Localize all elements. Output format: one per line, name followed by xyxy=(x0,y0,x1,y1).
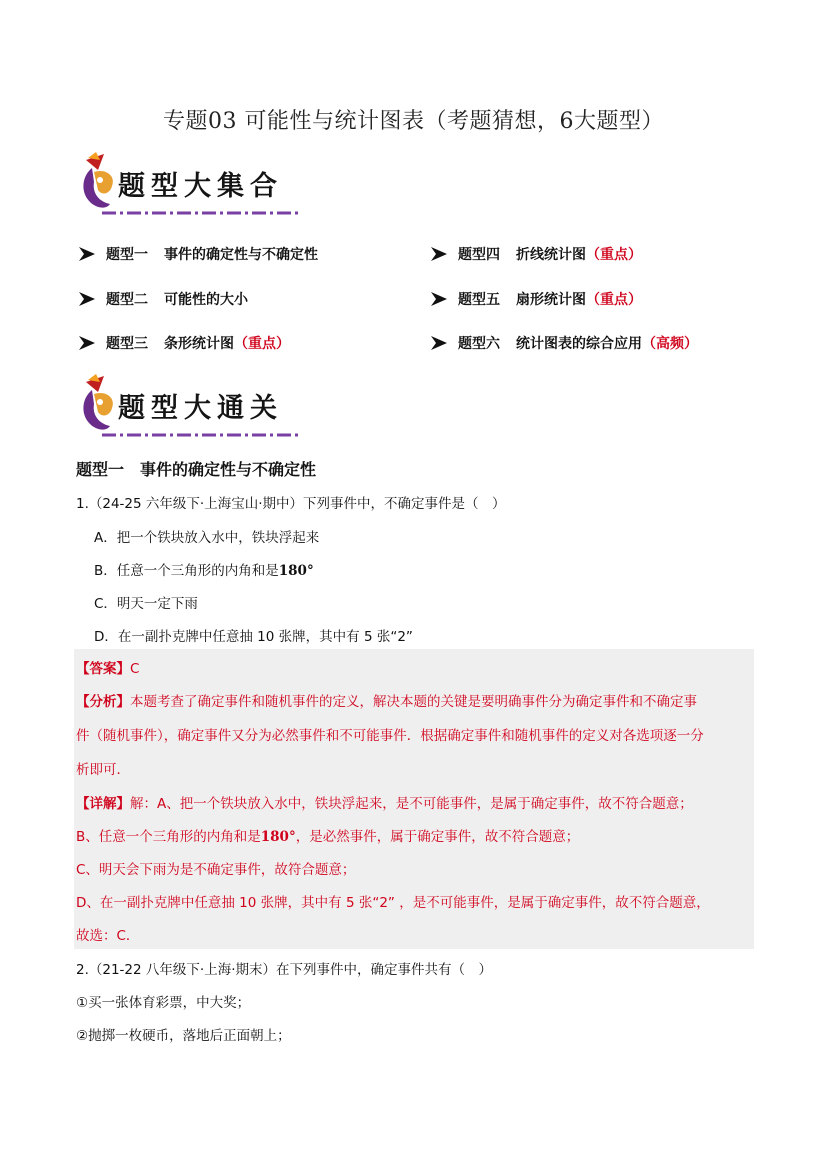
option-d: D．在一副扑克牌中任意抽 10 张牌，其中有 5 张“2” xyxy=(94,629,413,645)
toc-tag: （重点） xyxy=(234,336,290,352)
detail-line-5: 故选：C． xyxy=(76,928,140,944)
toc-type: 题型二 xyxy=(106,292,148,308)
section-banner-practice xyxy=(76,372,304,442)
detail-text: 解：A、把一个铁块放入水中，铁块浮起来，是不可能事件，是属于确定事件，故不符合题意； xyxy=(130,796,693,812)
analysis-label: 【分析】 xyxy=(76,694,130,710)
analysis-line-2: 件（随机事件），确定事件又分为必然事件和不可能事件．根据确定事件和随机事件的定义对各选项逐一分 xyxy=(76,728,704,744)
section-heading: 题型一 事件的确定性与不确定性 xyxy=(76,460,317,479)
toc-item-6 xyxy=(430,333,698,353)
analysis-line-1 xyxy=(76,690,697,710)
option-a: A．把一个铁块放入水中，铁块浮起来 xyxy=(94,530,320,546)
arrow-bullet-icon xyxy=(78,335,96,351)
question-2-item-1: ①买一张体育彩票，中大奖； xyxy=(76,995,251,1011)
toc-tag: （重点） xyxy=(586,247,642,263)
toc-type: 题型一 xyxy=(106,247,148,263)
answer-label: 【答案】 xyxy=(76,661,130,677)
option-b xyxy=(94,559,314,579)
detail-text: ，是必然事件，属于确定事件，故不符合题意； xyxy=(295,829,580,845)
toc-name: 折线统计图 xyxy=(516,247,586,263)
detail-line-4: D、在一副扑克牌中任意抽 10 张牌，其中有 5 张“2” ，是不可能事件，是属于确定事件，故不符合题意， xyxy=(76,895,710,911)
toc-type: 题型三 xyxy=(106,336,148,352)
detail-line-1 xyxy=(76,792,693,812)
toc-type: 题型四 xyxy=(458,247,500,263)
toc-item-5 xyxy=(430,289,642,309)
toc-name: 条形统计图 xyxy=(164,336,234,352)
toc-item-2 xyxy=(78,289,248,309)
detail-line-3: C、明天会下雨为是不确定事件，故符合题意； xyxy=(76,862,356,878)
toc-type: 题型六 xyxy=(458,336,500,352)
answer-panel xyxy=(74,649,754,949)
analysis-text: 本题考查了确定事件和随机事件的定义，解决本题的关键是要明确事件分为确定事件和不确定事 xyxy=(130,694,697,710)
question-2-item-2: ②抛掷一枚硬币，落地后正面朝上； xyxy=(76,1028,291,1044)
question-1-stem: 1.（24-25 六年级下·上海宝山·期中）下列事件中，不确定事件是（ ） xyxy=(76,496,506,512)
degree-value: 180° xyxy=(278,563,314,579)
degree-value: 180° xyxy=(260,829,296,845)
section-banner-collection xyxy=(76,150,304,220)
analysis-line-3: 析即可． xyxy=(76,762,130,778)
arrow-bullet-icon xyxy=(430,246,448,262)
arrow-bullet-icon xyxy=(78,291,96,307)
detail-text: B、任意一个三角形的内角和是 xyxy=(76,829,261,845)
toc-name: 事件的确定性与不确定性 xyxy=(164,247,318,263)
toc-item-1 xyxy=(78,244,318,264)
toc-name: 扇形统计图 xyxy=(516,292,586,308)
page-title: 专题03 可能性与统计图表（考题猜想，6大题型） xyxy=(163,109,664,134)
toc-tag: （重点） xyxy=(586,292,642,308)
toc-item-3 xyxy=(78,333,290,353)
detail-label: 【详解】 xyxy=(76,796,130,812)
banner-label: 题型大通关 xyxy=(118,393,283,424)
detail-line-2 xyxy=(76,825,579,845)
answer-value: C xyxy=(130,661,140,677)
banner-label: 题型大集合 xyxy=(118,171,283,202)
question-2-stem: 2.（21-22 八年级下·上海·期末）在下列事件中，确定事件共有（ ） xyxy=(76,962,492,978)
answer-line xyxy=(76,657,139,677)
toc-tag: （高频） xyxy=(642,336,698,352)
option-b-text: B．任意一个三角形的内角和是 xyxy=(94,563,279,579)
arrow-bullet-icon xyxy=(430,291,448,307)
arrow-bullet-icon xyxy=(430,335,448,351)
option-c: C．明天一定下雨 xyxy=(94,596,198,612)
toc-name: 统计图表的综合应用 xyxy=(516,336,642,352)
arrow-bullet-icon xyxy=(78,246,96,262)
toc-name: 可能性的大小 xyxy=(164,292,248,308)
toc-type: 题型五 xyxy=(458,292,500,308)
toc-item-4 xyxy=(430,244,642,264)
